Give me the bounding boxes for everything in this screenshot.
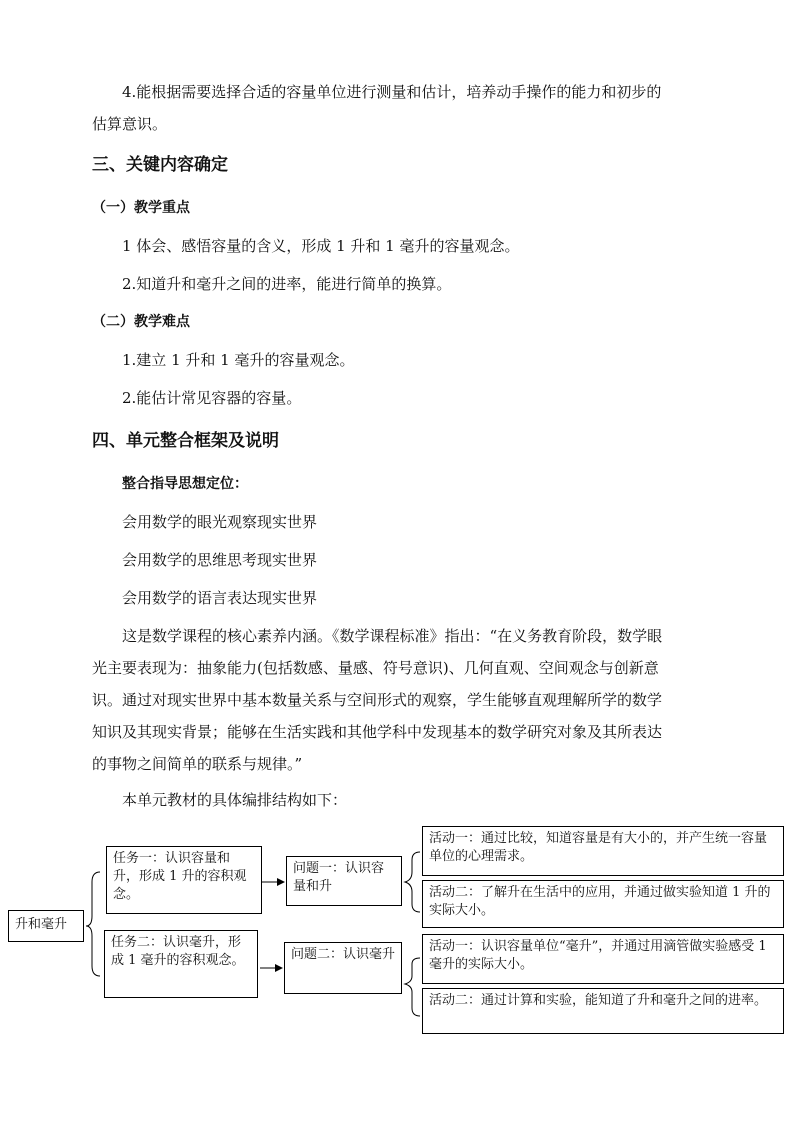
subsection-heading: （二）教学难点 [92, 314, 190, 330]
list-item: 1.建立 1 升和 1 毫升的容量观念。 [122, 351, 355, 369]
activity-node: 活动二：通过计算和实验，能知道了升和毫升之间的进率。 [422, 988, 784, 1034]
paragraph-line: 这是数学课程的核心素养内涵。《数学课程标准》指出：“在义务教育阶段，数学眼 [122, 627, 663, 645]
activity-node: 活动一：通过比较，知道容量是有大小的，并产生统一容量单位的心理需求。 [422, 826, 784, 876]
list-item: 2.能估计常见容器的容量。 [122, 389, 302, 407]
activity-node: 活动一：认识容量单位“毫升”，并通过用滴管做实验感受 1 毫升的实际大小。 [422, 934, 784, 984]
section-heading: 三、关键内容确定 [92, 155, 228, 175]
root-node: 升和毫升 [8, 910, 84, 942]
question-node: 问题一：认识容量和升 [286, 856, 402, 906]
root-brace [86, 872, 100, 976]
guide-heading: 整合指导思想定位： [122, 476, 248, 492]
paragraph-line: 识。通过对现实世界中基本数量关系与空间形式的观察，学生能够直观理解所学的数学 [92, 691, 663, 709]
list-item: 2.知道升和毫升之间的进率，能进行简单的换算。 [122, 275, 452, 293]
activity-node: 活动二：了解升在生活中的应用，并通过做实验知道 1 升的实际大小。 [422, 880, 784, 928]
section-heading: 四、单元整合框架及说明 [92, 431, 279, 451]
question2-brace [405, 958, 420, 1016]
list-item: 1 体会、感悟容量的含义，形成 1 升和 1 毫升的容量观念。 [122, 237, 520, 255]
paragraph-line: 4.能根据需要选择合适的容量单位进行测量和估计，培养动手操作的能力和初步的 [122, 83, 662, 101]
task-node: 任务二：认识毫升，形成 1 毫升的容积观念。 [104, 930, 258, 998]
paragraph-line: 知识及其现实背景；能够在生活实践和其他学科中发现基本的数学研究对象及其所表达 [92, 723, 663, 741]
task-node: 任务一：认识容量和升，形成 1 升的容积观念。 [106, 846, 262, 914]
paragraph-line: 本单元教材的具体编排结构如下： [122, 791, 348, 809]
paragraph-line: 的事物之间简单的联系与规律。” [92, 755, 303, 773]
list-item: 会用数学的眼光观察现实世界 [122, 513, 318, 531]
list-item: 会用数学的语言表达现实世界 [122, 589, 318, 607]
paragraph-line: 估算意识。 [92, 115, 168, 133]
list-item: 会用数学的思维思考现实世界 [122, 551, 318, 569]
paragraph-line: 光主要表现为：抽象能力(包括数感、量感、符号意识)、几何直观、空间观念与创新意 [92, 659, 659, 677]
question-node: 问题二：认识毫升 [284, 942, 402, 994]
question1-brace [405, 852, 420, 912]
subsection-heading: （一）教学重点 [92, 200, 190, 216]
